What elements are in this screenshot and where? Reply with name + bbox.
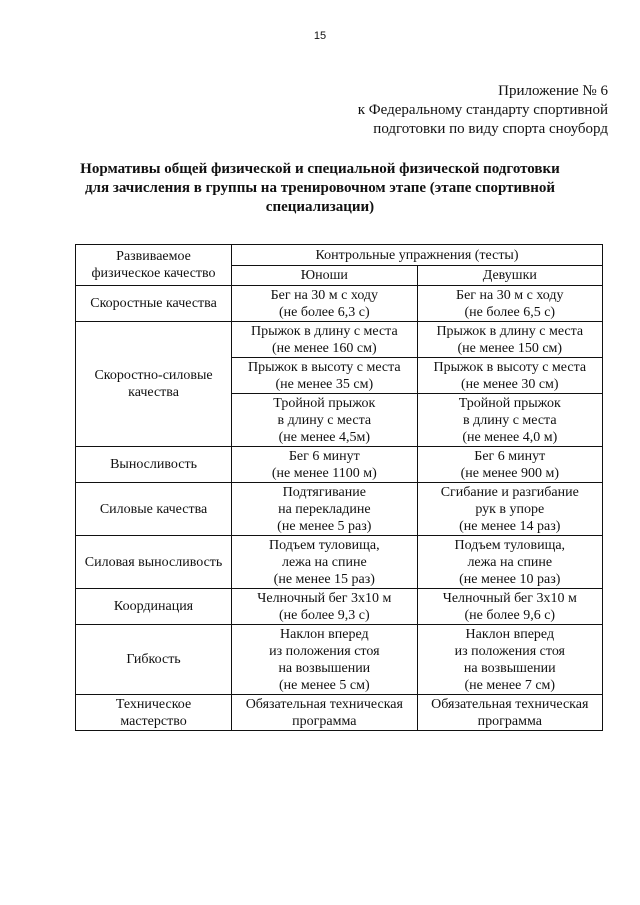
cell-line: из положения стоя [269, 643, 380, 659]
cell-line: (не более 6,5 с) [464, 304, 556, 320]
cell-line: программа [292, 713, 357, 729]
quality-cell [76, 322, 232, 447]
table-row [76, 536, 603, 589]
table-row [76, 589, 603, 625]
cell-line: лежа на спине [281, 554, 367, 570]
girls-cell [417, 625, 602, 695]
cell-line: (не менее 10 раз) [459, 571, 561, 587]
quality-line: Скоростно-силовые [94, 368, 213, 383]
cell-line: Бег на 30 м с ходу [270, 287, 379, 303]
cell-line: (не менее 900 м) [460, 465, 559, 481]
quality-cell [76, 695, 232, 731]
cell-line: Бег на 30 м с ходу [456, 287, 564, 303]
cell-line: (не более 6,3 с) [279, 304, 370, 320]
cell-line: на возвышении [278, 660, 371, 676]
cell-line: в длину с места [463, 412, 557, 428]
cell-line: Тройной прыжок [273, 395, 376, 411]
cell-line: (не более 9,6 с) [464, 607, 556, 623]
cell-line: Прыжок в длину с места [436, 323, 584, 339]
cell-line: (не менее 1100 м) [271, 465, 377, 481]
cell-line: (не менее 30 см) [460, 376, 559, 392]
cell-line: (не менее 5 раз) [277, 518, 372, 534]
girls-cell [417, 483, 602, 536]
cell-line: программа [477, 713, 542, 729]
cell-line: Челночный бег 3x10 м [257, 590, 392, 606]
cell-line: из положения стоя [454, 643, 565, 659]
header-girls: Девушки [417, 266, 602, 286]
cell-line: Подтягивание [282, 484, 366, 500]
cell-line: (не менее 7 см) [464, 677, 556, 693]
girls-cell [417, 322, 602, 358]
boys-cell [232, 322, 418, 358]
header-tests: Контрольные упражнения (тесты) [232, 245, 603, 266]
appendix-line: подготовки по виду спорта сноуборд [373, 121, 608, 137]
cell-line: (не менее 14 раз) [459, 518, 561, 534]
cell-line: (не менее 5 см) [279, 677, 370, 693]
cell-line: Прыжок в высоту с места [248, 359, 401, 375]
header-quality [76, 245, 232, 286]
boys-cell [232, 536, 418, 589]
cell-line: Прыжок в высоту с места [433, 359, 587, 375]
girls-cell [417, 358, 602, 394]
cell-line: (не менее 160 см) [272, 340, 377, 356]
girls-cell [417, 695, 602, 731]
cell-line: в длину с места [277, 412, 372, 428]
appendix-reference [358, 82, 608, 139]
girls-cell [417, 447, 602, 483]
title-line: специализации) [265, 199, 375, 215]
header-boys: Юноши [232, 266, 418, 286]
cell-line: Бег 6 минут [474, 448, 546, 464]
table-row [76, 695, 603, 731]
table-row [76, 322, 603, 358]
boys-cell [232, 625, 418, 695]
cell-line: (не менее 15 раз) [273, 571, 375, 587]
cell-line: Наклон вперед [280, 626, 369, 642]
document-title [70, 160, 570, 217]
quality-cell: Скоростные качества [76, 286, 232, 322]
boys-cell [232, 447, 418, 483]
cell-line: Подъем туловища, [454, 537, 566, 553]
title-line: для зачисления в группы на тренировочном этапе (этапе спортивной [84, 180, 556, 196]
cell-line: (не менее 35 см) [275, 376, 374, 392]
girls-cell [417, 536, 602, 589]
girls-cell [417, 589, 602, 625]
quality-cell: Гибкость [76, 625, 232, 695]
cell-line: (не менее 4,5м) [278, 429, 371, 445]
cell-line: Подъем туловища, [269, 537, 380, 553]
boys-cell [232, 394, 418, 447]
girls-cell [417, 394, 602, 447]
table-row [76, 447, 603, 483]
header-quality-line: Развиваемое [116, 249, 191, 264]
table-row [76, 625, 603, 695]
cell-line: (не более 9,3 с) [279, 607, 370, 623]
boys-cell [232, 695, 418, 731]
girls-cell [417, 286, 602, 322]
cell-line: лежа на спине [467, 554, 553, 570]
table-row [76, 483, 603, 536]
cell-line: (не менее 150 см) [457, 340, 563, 356]
cell-line: Бег 6 минут [288, 448, 360, 464]
cell-line: Челночный бег 3x10 м [442, 590, 577, 606]
title-line: Нормативы общей физической и специальной физической подготовки [80, 161, 560, 177]
appendix-line: Приложение № 6 [498, 83, 608, 99]
quality-cell: Силовые качества [76, 483, 232, 536]
cell-line: Тройной прыжок [458, 395, 561, 411]
quality-cell: Выносливость [76, 447, 232, 483]
cell-line: на возвышении [463, 660, 556, 676]
quality-line: качества [128, 385, 179, 400]
table-row [76, 286, 603, 322]
table-header-row [76, 245, 603, 266]
cell-line: на перекладине [278, 501, 371, 517]
norms-table [75, 244, 603, 731]
cell-line: рук в упоре [475, 501, 545, 517]
cell-line: (не менее 4,0 м) [462, 429, 558, 445]
cell-line: Наклон вперед [465, 626, 555, 642]
cell-line: Прыжок в длину с места [250, 323, 398, 339]
cell-line: Сгибание и разгибание [440, 484, 579, 500]
header-quality-line: физическое качество [91, 266, 216, 281]
boys-cell [232, 358, 418, 394]
quality-cell: Координация [76, 589, 232, 625]
boys-cell [232, 286, 418, 322]
cell-line: Обязательная техническая [245, 696, 403, 712]
boys-cell [232, 589, 418, 625]
quality-cell: Силовая выносливость [76, 536, 232, 589]
cell-line: Обязательная техническая [431, 696, 589, 712]
quality-line: Техническое [115, 696, 192, 712]
quality-line: мастерство [120, 713, 187, 729]
boys-cell [232, 483, 418, 536]
page-number: 15 [313, 30, 327, 42]
appendix-line: к Федеральному стандарту спортивной [357, 102, 608, 118]
